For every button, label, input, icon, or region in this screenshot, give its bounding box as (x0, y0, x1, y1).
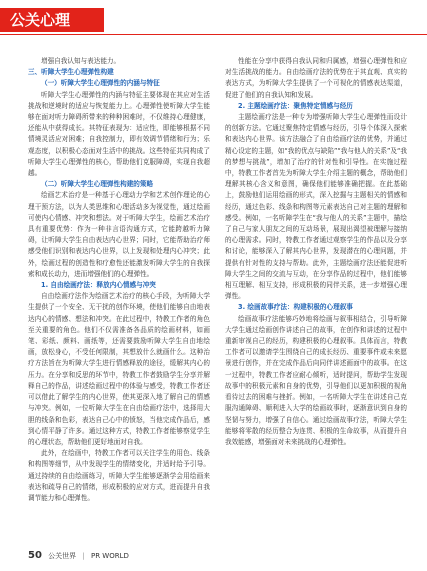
subsubsection-heading: 2. 主题绘画疗法：聚焦特定情感与经历 (238, 101, 353, 110)
paragraph: 主题绘画疗法是一种专为增强听障大学生心理弹性而设计的创新方法。它通过聚焦特定情感与经历，引导个体深入探索和表达内心世界。该方法融合了自由绘画疗法的优势，并通过精心设定的主题，如“我的优点与缺陷”“我与他人的关系”及“我的梦想与挑战”，增加了治疗的针对性和引导性。在实施过程中，特教工作者首先为听障大学生介绍主题的概念，帮助他们理解其核心含义和意图，确保他们能够准确把握。在此基础上，鼓励他们运用绘画的形式，深入挖掘与主题相关的情感和经历，通过色彩、线条和构图等元素表达自己对主题的理解和感受。例如，一名听障学生在“我与他人的关系”主题中，描绘了自己与家人朋友之间的互动场景，展现出渴望被理解与接纳的心理需求。同时，特教工作者通过观察学生的作品以及分享和讨论，能够深入了解其内心世界，发现潜在的心理问题，并提供有针对性的支持与帮助。此外，主题绘画疗法还能促进听障大学生之间的交流与互动，在分享作品的过程中，他们能够相互理解、相互支持，形成积极的同伴关系，进一步增强心理弹性。 (225, 113, 407, 301)
paragraph: 自由绘画疗法作为绘画艺术治疗的核心手段，为听障大学生提供了一个安全、无干扰的创作环境，使他们能够自由地表达内心的情感、想法和冲突。在此过程中，特教工作者的角色至关重要的角色。他们不仅需准备各品质的绘画材料，如画笔、彩纸、颜料、画纸等，还需要鼓励听障大学生自由地绘画，放松身心，不受任何限制，其想放什么就画什么。这种治疗方法旨在为听障大学生进行情感释放的途径，缓解其内心的压力。在分享和反思的环节中，特教工作者鼓励学生分享并解释自己的作品，讲述绘画过程中的体验与感受，特教工作者还可以借此了解学生的内心世界，使其更深入地了解自己的情感与冲突。例如，一位听障大学生在自由绘画疗法中，选择用大胆的线条和色彩，表达自己心中的愤怒，当他完成作品后，感到心情平静了许多。通过这种方式，特教工作者能够察觉学生的心理状态，帮助他们更好地面对自我。 (28, 292, 210, 446)
paragraph: 绘画故事疗法能够巧妙地将绘画与叙事相结合，引导听障大学生通过绘画创作讲述自己的故事，在创作和讲述的过程中重新审视自己的经历，构建积极的心理叙事。具体而言，特教工作者可以邀请学生围绕自己的成长经历、重要事件或未来愿景进行创作，并在完成作品后向同伴讲述画面中的故事。在这一过程中，特教工作者应耐心倾听，适时提问，帮助学生发现故事中的积极元素和自身的优势，引导他们以更加积极的视角看待过去的困难与挫折。例如，一名听障大学生在讲述自己克服沟通障碍、顺利进入大学的绘画故事时，逐渐意识到自身的坚韧与努力，增强了自信心。通过绘画故事疗法，听障大学生能够将零散的经历整合为连贯、积极的生命故事，从而提升自我效能感，增强面对未来挑战的心理弹性。 (225, 314, 407, 446)
left-column (28, 56, 210, 504)
header-rule (0, 34, 427, 35)
paragraph: 性能在分享中获得自我认同和归属感，增强心理弹性和应对生活挑战的能力。自由绘画疗法的优势在于其直观、真实的表达方式，为听障大学生提供了一个可视化的情感表达渠道，促进了他们的自我认知和发展。 (225, 57, 407, 99)
issue-label: PR WORLD (90, 552, 129, 560)
paragraph: 增强自我认知与表达能力。 (41, 57, 121, 65)
magazine-name: 公关世界 (48, 552, 77, 560)
section-tag: 公关心理 (0, 8, 104, 32)
paragraph: 听障大学生心理弹性的内涵与特征主要体现在其应对生活挑战和逆境时的适应与恢复能力上。心理弹性使听障大学生能够在面对听力障碍所带来的种种困难时，不仅维持心理健康，还能从中获得成长。其特征表现为：适应性，即能够根据不同情境灵活应对困难；自我控制力，即有效调节情绪和行为；乐观态度，以积极心态面对生活中的挑战。这些特征共同构成了听障大学生心理弹性的核心，帮助他们克服障碍，实现自我超越。 (28, 90, 210, 178)
subsection-heading: （二）听障大学生心理弹性构建的策略 (41, 180, 154, 189)
subsection-heading: （一）听障大学生心理弹性的内涵与特征 (41, 79, 160, 88)
page-header (0, 0, 427, 40)
section-heading: 三、听障大学生心理弹性构建 (28, 68, 114, 77)
subsubsection-heading: 3. 绘画故事疗法：构建积极的心理叙事 (238, 303, 353, 312)
page-footer (28, 551, 129, 561)
page-number: 50 (28, 550, 42, 561)
subsubsection-heading: 1. 自由绘画疗法：释放内心情感与冲突 (41, 281, 156, 290)
paragraph: 绘画艺术治疗是一种基于心理动力学和艺术创作理论的心理干预方法，以为人类思维和心理活动多为视觉性，通过绘画可使内心情感、冲突和想法。对于听障大学生，绘画艺术治疗具有重要优势：作为一种非言语沟通方式，它能跨越听力障碍，让听障大学生自由表达内心世界；同时，它能帮助治疗师感受他们识别和表达内心世界，以上发现和处理内心冲突；此外，绘画过程的创造性和疗愈性还能激发听障大学生的自我探索和成长动力，进而增强他们的心理弹性。 (28, 191, 210, 278)
paragraph: 此外，在绘画中，特教工作者可以关注学生的用色、线条和构图等细节，从中发现学生的情绪变化，并适时给予引导。通过持续的自由绘画练习，听障大学生能够逐渐学会用绘画来表达和疏导自己的情绪，形成积极的应对方式，进而提升自我调节能力和心理弹性。 (28, 449, 210, 502)
right-column (225, 56, 407, 448)
footer-separator: | (82, 552, 85, 560)
